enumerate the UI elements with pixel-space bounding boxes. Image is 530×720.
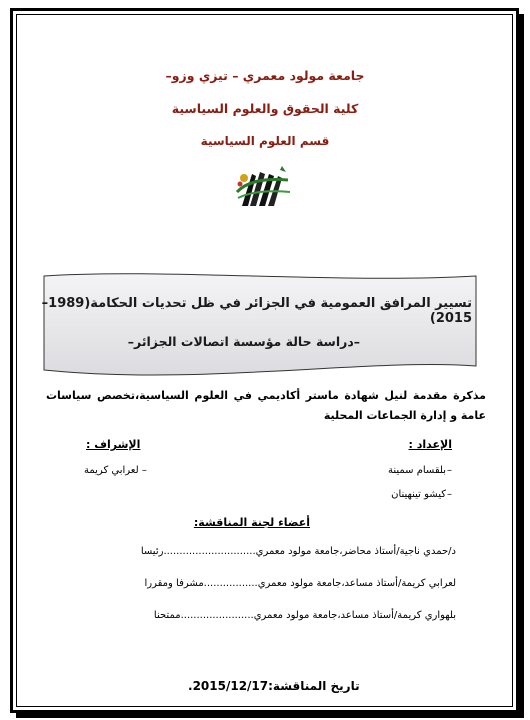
jury-label: أعضاء لجنة المناقشة: bbox=[193, 516, 310, 529]
student-name-2: كيشو تينهينان bbox=[391, 489, 446, 500]
page-border-shadow-right bbox=[519, 14, 524, 716]
student-name-1: بلقسام سمينة bbox=[387, 465, 446, 476]
bullet-dash: – bbox=[447, 489, 452, 500]
university-logo bbox=[232, 162, 294, 212]
defense-date: تاريخ المناقشة:2015/12/17. bbox=[188, 679, 360, 693]
thesis-description: مذكرة مقدمة لنيل شهادة ماستر أكاديمي في العلوم السياسية،تخصص سياسات عامة و إدارة الجماعات المحلية bbox=[46, 389, 486, 422]
preparation-label: الإعداد : bbox=[408, 438, 452, 451]
thesis-subtitle: –دراسة حالة مؤسسة اتصالات الجزائر– bbox=[127, 334, 360, 349]
university-name: جامعة مولود معمري – تيزي وزو– bbox=[165, 68, 365, 83]
jury-member-1: د/حمدي ناجية/أستاذ محاضر،جامعة مولود معمري.............................رئيسا bbox=[140, 546, 456, 557]
faculty-name: كلية الحقوق والعلوم السياسية bbox=[171, 101, 359, 116]
jury-member-3: بلهواري كريمة/أستاذ مساعد،جامعة مولود معمري.......................ممتحنا bbox=[153, 610, 456, 621]
department-name: قسم العلوم السياسية bbox=[200, 134, 330, 148]
bullet-dash: – bbox=[447, 465, 452, 476]
page-border-shadow-bottom bbox=[16, 713, 524, 718]
supervisor-name: – لعرابي كريمة bbox=[84, 465, 147, 476]
supervision-label: الإشراف : bbox=[86, 438, 141, 451]
jury-member-2: لعرابي كريمة/أستاذ مساعد،جامعة مولود معمري.................مشرفا ومقررا bbox=[144, 578, 456, 589]
thesis-title: تسيير المرافق العمومية في الجزائر في ظل تحديات الحكامة(1989–2015) bbox=[41, 296, 472, 326]
